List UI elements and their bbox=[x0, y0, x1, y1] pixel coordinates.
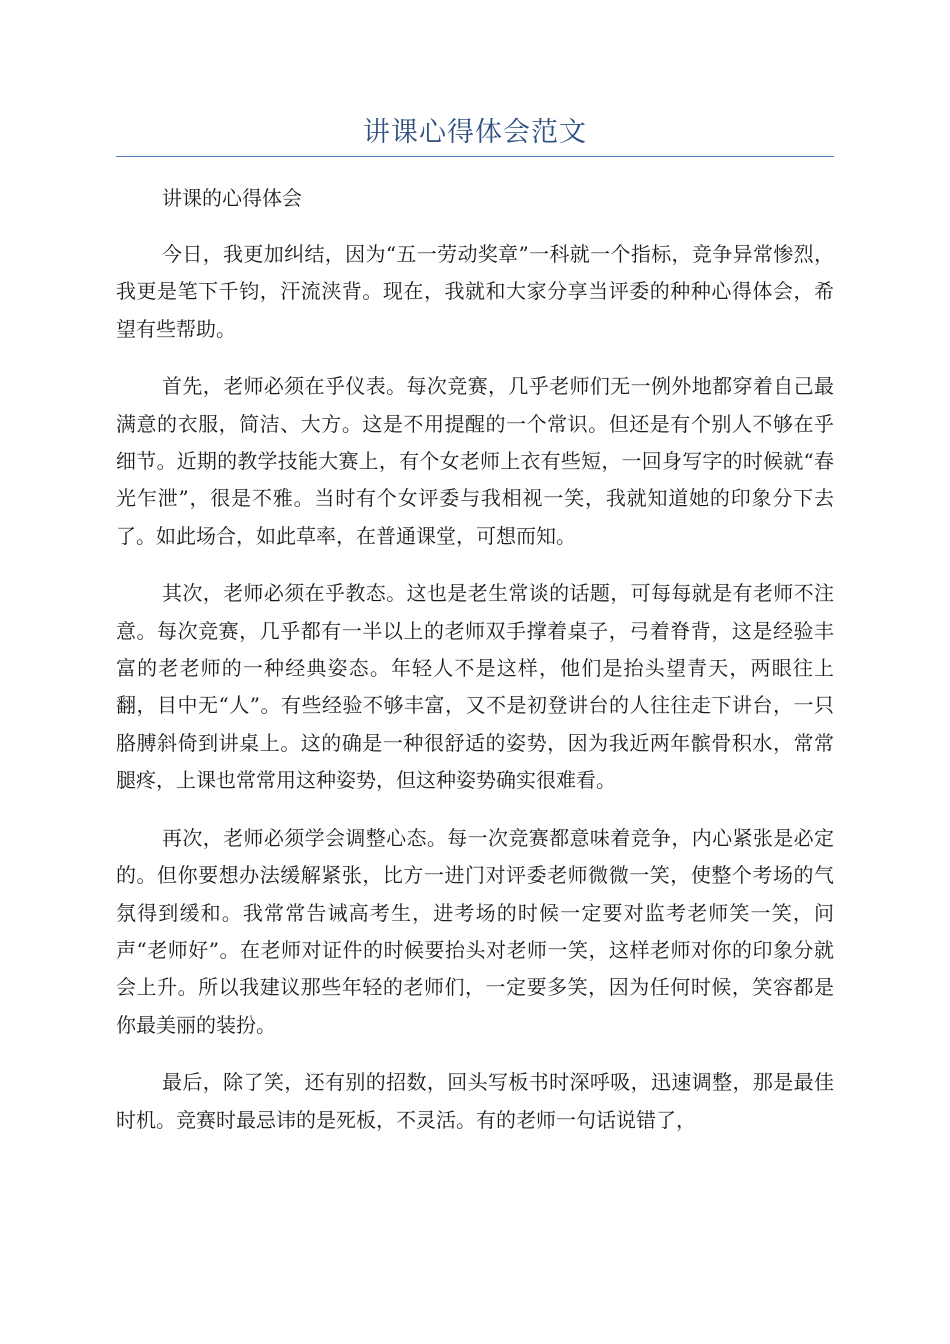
paragraph-demeanor: 其次，老师必须在乎教态。这也是老生常谈的话题，可每每就是有老师不注意。每次竞赛，几乎都有一半以上的老师双手撑着桌子，弓着脊背，这是经验丰富的老老师的一种经典姿态。年轻人不是这样，他们是抬头望青天，两眼往上翻，目中无“人”。有些经验不够丰富，又不是初登讲台的人往往走下讲台，一只胳膊斜倚到讲桌上。这的确是一种很舒适的姿势，因为我近两年髌骨积水，常常腿疼，上课也常常用这种姿势，但这种姿势确实很难看。 bbox=[116, 581, 834, 793]
paragraph-intro: 今日，我更加纠结，因为“五一劳动奖章”一科就一个指标，竞争异常惨烈，我更是笔下千钧，汗流浃背。现在，我就和大家分享当评委的种种心得体会，希望有些帮助。 bbox=[116, 242, 834, 341]
title-underline bbox=[116, 156, 834, 157]
paragraph-finally: 最后，除了笑，还有别的招数，回头写板书时深呼吸，迅速调整，那是最佳时机。竞赛时最忌讳的是死板，不灵活。有的老师一句话说错了， bbox=[116, 1070, 834, 1132]
document-page bbox=[116, 0, 834, 1344]
document-subheading: 讲课的心得体会 bbox=[162, 186, 302, 210]
paragraph-appearance: 首先，老师必须在乎仪表。每次竞赛，几乎老师们无一例外地都穿着自己最满意的衣服，简洁、大方。这是不用提醒的一个常识。但还是有个别人不够在乎细节。近期的教学技能大赛上，有个女老师上衣有些短，一回身写字的时候就“春光乍泄”，很是不雅。当时有个女评委与我相视一笑，我就知道她的印象分下去了。如此场合，如此草率，在普通课堂，可想而知。 bbox=[116, 374, 834, 548]
document-title: 讲课心得体会范文 bbox=[363, 117, 587, 148]
paragraph-mindset: 再次，老师必须学会调整心态。每一次竞赛都意味着竞争，内心紧张是必定的。但你要想办法缓解紧张，比方一进门对评委老师微微一笑，使整个考场的气氛得到缓和。我常常告诫高考生，进考场的时候一定要对监考老师笑一笑，问声“老师好”。在老师对证件的时候要抬头对老师一笑，这样老师对你的印象分就会上升。所以我建议那些年轻的老师们，一定要多笑，因为任何时候，笑容都是你最美丽的装扮。 bbox=[116, 825, 834, 1037]
